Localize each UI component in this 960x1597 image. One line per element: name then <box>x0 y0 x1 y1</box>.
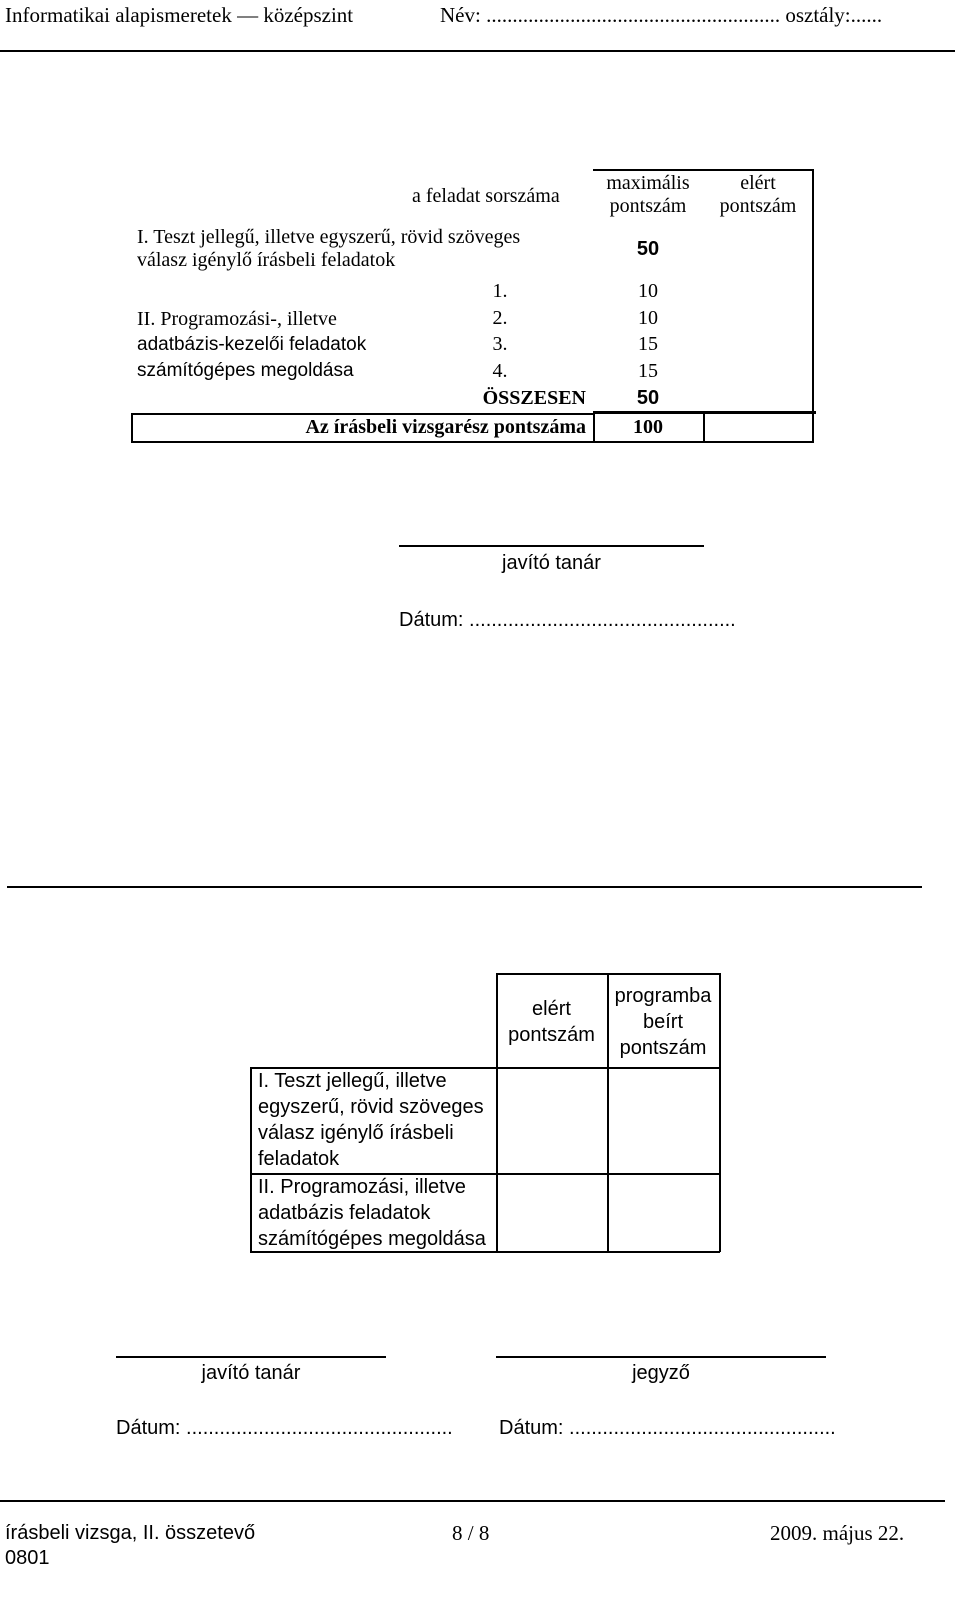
table-right-line <box>812 169 814 442</box>
part2-label-l3: számítógépes megoldása <box>137 360 354 381</box>
written-left-line <box>131 413 133 442</box>
signature-line-left <box>116 1356 386 1358</box>
entry-col1-header <box>496 996 607 1048</box>
col-max-header-l2: pontszám <box>609 195 687 217</box>
entry-col2-header-l2: beírt <box>642 1011 684 1033</box>
date-field-left: Dátum: ................................................ <box>116 1417 453 1439</box>
entry-col2-header-l3: pontszám <box>619 1037 707 1059</box>
signature-line-right <box>496 1356 826 1358</box>
corrector-label-2: javító tanár <box>201 1362 301 1384</box>
written-top-line <box>131 413 593 415</box>
registrar-label: jegyző <box>632 1362 690 1384</box>
col-task-header: a feladat sorszáma <box>412 185 560 207</box>
footer-page: 8 / 8 <box>452 1521 490 1545</box>
header-rule <box>0 50 955 52</box>
written-max: 100 <box>633 416 663 438</box>
footer-rule <box>0 1500 945 1502</box>
col-got-header-l1: elért <box>740 172 776 194</box>
entry-col2-header <box>607 983 719 1061</box>
total-line <box>593 411 816 414</box>
written-label: Az írásbeli vizsgarész pontszáma <box>305 416 586 438</box>
signature-line <box>399 545 704 547</box>
entry-line-c <box>719 973 721 1252</box>
header-left: Informatikai alapismeretek — középszint <box>5 3 354 27</box>
part1-label <box>137 226 520 272</box>
part1-label-l2: válasz igénylő írásbeli feladatok <box>137 249 396 271</box>
corrector-label: javító tanár <box>502 552 601 574</box>
part2-label-l1: II. Programozási-, illetve <box>137 308 337 330</box>
part1-max: 50 <box>636 238 660 260</box>
task-num: 1. <box>492 280 508 302</box>
table-top-line <box>593 169 814 171</box>
col-got-header-l2: pontszám <box>719 195 797 217</box>
task-num: 2. <box>492 307 508 329</box>
total-label: ÖSSZESEN <box>482 387 586 409</box>
part2-label-l2: adatbázis-kezelői feladatok <box>137 334 367 355</box>
entry-left-line <box>250 1067 252 1252</box>
entry-col1-header-l1: elért <box>532 998 571 1020</box>
task-max: 10 <box>638 307 658 329</box>
task-max: 10 <box>638 280 658 302</box>
part1-label-l1: I. Teszt jellegű, illetve egyszerű, rövid szöveges <box>137 226 521 248</box>
footer-code: 0801 <box>5 1547 50 1569</box>
header-right: Név: ........................................................ osztály:...... <box>440 3 883 27</box>
col-max-header-l1: maximális <box>606 172 690 194</box>
col-max-header <box>593 172 703 218</box>
section-separator <box>7 886 922 888</box>
footer-left: írásbeli vizsga, II. összetevő <box>5 1522 256 1544</box>
total-max: 50 <box>636 387 660 409</box>
written-mid-line2 <box>703 413 705 442</box>
written-bottom-line <box>131 441 814 443</box>
entry-col2-header-l1: programba <box>614 985 712 1007</box>
entry-row1-label: I. Teszt jellegű, illetve egyszerű, rövid szöveges válasz igénylő írásbeli feladatok <box>258 1070 484 1170</box>
date-field: Dátum: ................................................ <box>399 609 736 631</box>
task-max: 15 <box>638 360 658 382</box>
task-num: 4. <box>492 360 508 382</box>
entry-col1-header-l2: pontszám <box>508 1024 595 1046</box>
task-num: 3. <box>492 333 508 355</box>
entry-row2-label: II. Programozási, illetve adatbázis feladatok számítógépes megoldása <box>258 1176 486 1250</box>
part2-label <box>137 306 366 384</box>
col-got-header <box>703 172 813 218</box>
footer-date: 2009. május 22. <box>770 1521 905 1545</box>
task-max: 15 <box>638 333 658 355</box>
date-field-right: Dátum: ................................................ <box>499 1417 836 1439</box>
